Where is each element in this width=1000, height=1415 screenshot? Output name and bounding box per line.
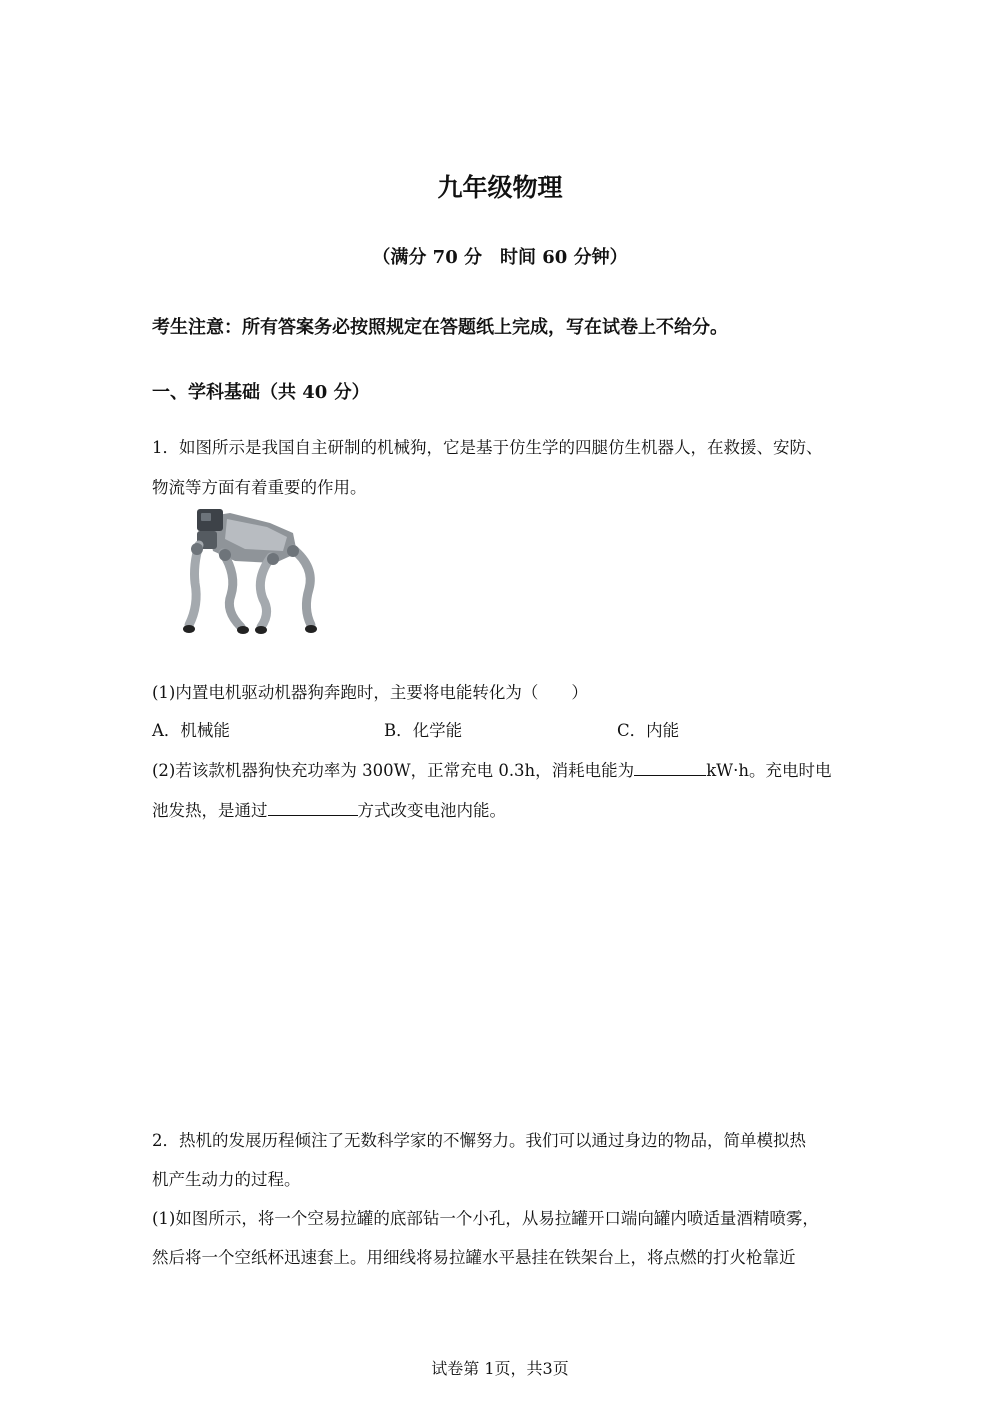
q2-stem-line1: 2．热机的发展历程倾注了无数科学家的不懈努力。我们可以通过身边的物品，简单模拟热 <box>152 1131 806 1150</box>
q1-sub2-text-d: 方式改变电池内能。 <box>357 801 506 820</box>
q1-sub2-text-a: (2)若该款机器狗快充功率为 300W，正常充电 0.3h，消耗电能为 <box>152 761 635 780</box>
q1-option-c: C．内能 <box>617 721 680 740</box>
robot-dog-icon <box>175 505 325 640</box>
q1-option-b: B．化学能 <box>384 721 463 740</box>
page-footer: 试卷第 1页，共3页 <box>431 1359 569 1378</box>
q1-sub2-text-b: kW·h。充电时电 <box>706 761 832 780</box>
q2-stem-line2: 机产生动力的过程。 <box>152 1170 301 1189</box>
answer-blank-2[interactable] <box>268 801 358 816</box>
exam-notice: 考生注意：所有答案务必按照规定在答题纸上完成，写在试卷上不给分。 <box>152 317 728 338</box>
q1-sub2-text-c: 池发热，是通过 <box>152 801 268 820</box>
q1-stem-line1: 1．如图所示是我国自主研制的机械狗，它是基于仿生学的四腿仿生机器人，在救援、安防、 <box>152 438 823 457</box>
answer-blank-1[interactable] <box>634 761 706 776</box>
q2-sub1-line2: 然后将一个空纸杯迅速套上。用细线将易拉罐水平悬挂在铁架台上，将点燃的打火枪靠近 <box>152 1248 796 1267</box>
q1-option-a: A．机械能 <box>152 721 230 740</box>
q1-stem-line2: 物流等方面有着重要的作用。 <box>152 478 367 497</box>
page-title: 九年级物理 <box>437 173 563 202</box>
exam-subtitle: （满分 70 分 时间 60 分钟） <box>372 247 628 268</box>
q1-sub1: (1)内置电机驱动机器狗奔跑时，主要将电能转化为（ ） <box>152 683 588 702</box>
q1-sub2-line1 <box>152 757 832 781</box>
q2-sub1-line1: (1)如图所示，将一个空易拉罐的底部钻一个小孔，从易拉罐开口端向罐内喷适量酒精喷雾， <box>152 1209 819 1228</box>
section-heading: 一、学科基础（共 40 分） <box>152 382 370 403</box>
q1-sub2-line2 <box>152 797 506 821</box>
